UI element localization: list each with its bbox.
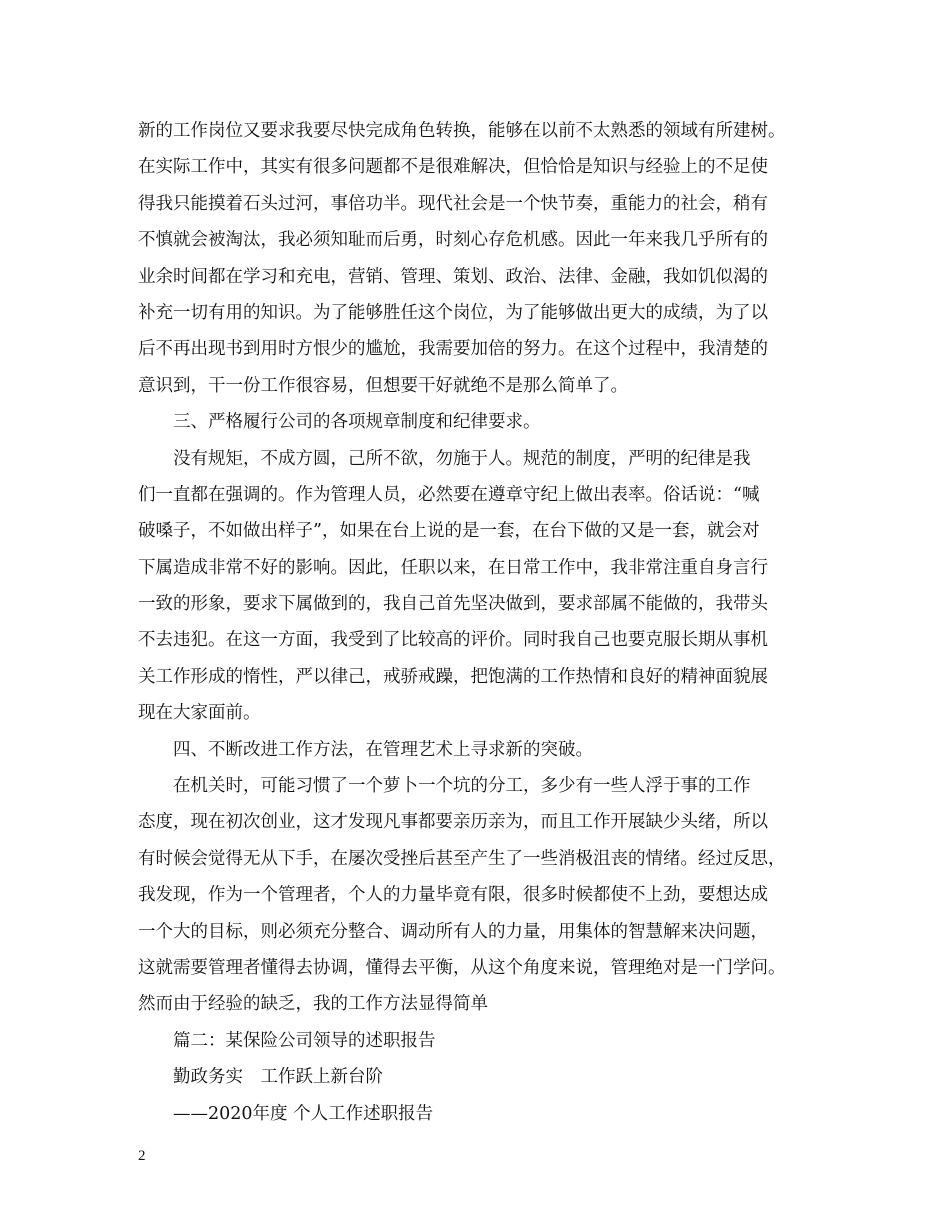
text-line: 不去违犯。在这一方面，我受到了比较高的评价。同时我自己也要克服长期从事机: [138, 630, 768, 651]
text-line: 有时候会觉得无从下手，在屡次受挫后甚至产生了一些消极沮丧的情绪。经过反思，: [138, 848, 786, 869]
text-line: 四、不断改进工作方法，在管理艺术上寻求新的突破。: [173, 739, 593, 760]
text-line: 们一直都在强调的。作为管理人员，必然要在遵章守纪上做出表率。俗话说：“喊: [138, 484, 760, 505]
text-line: 我发现，作为一个管理者，个人的力量毕竟有限，很多时候都使不上劲，要想达成: [138, 885, 768, 906]
text-line: 关工作形成的惰性，严以律己，戒骄戒躁，把饱满的工作热情和良好的精神面貌展: [138, 666, 768, 687]
text-line: 下属造成非常不好的影响。因此，任职以来，在日常工作中，我非常注重自身言行: [138, 557, 768, 578]
text-line: 新的工作岗位又要求我要尽快完成角色转换，能够在以前不太熟悉的领域有所建树。: [138, 121, 786, 141]
text-line: 三、严格履行公司的各项规章制度和纪律要求。: [173, 412, 541, 433]
text-line: 得我只能摸着石头过河，事倍功半。现代社会是一个快节奏，重能力的社会，稍有: [138, 193, 768, 214]
text-line: 篇二：某保险公司领导的述职报告: [173, 1030, 436, 1051]
text-line: 这就需要管理者懂得去协调，懂得去平衡，从这个角度来说，管理绝对是一门学问。: [138, 957, 786, 978]
text-line: 一个大的目标，则必须充分整合、调动所有人的力量，用集体的智慧解来决问题，: [138, 921, 768, 942]
document-body: [138, 113, 828, 1132]
text-line: 勤政务实 工作跃上新台阶: [173, 1067, 383, 1088]
text-line: 没有规矩，不成方圆，己所不欲，勿施于人。规范的制度，严明的纪律是我: [173, 448, 751, 469]
text-line: 后不再出现书到用时方恨少的尴尬，我需要加倍的努力。在这个过程中，我清楚的: [138, 339, 768, 360]
text-line: 一致的形象，要求下属做到的，我自己首先坚决做到，要求部属不能做的，我带头: [138, 594, 768, 615]
text-line: 现在大家面前。: [138, 703, 261, 724]
text-line: 业余时间都在学习和充电，营销、管理、策划、政治、法律、金融，我如饥似渴的: [138, 266, 768, 287]
text-line: 在实际工作中，其实有很多问题都不是很难解决，但恰恰是知识与经验上的不足使: [138, 157, 768, 178]
text-line: 补充一切有用的知识。为了能够胜任这个岗位，为了能够做出更大的成绩，为了以: [138, 302, 768, 323]
text-line: 在机关时，可能习惯了一个萝卜一个坑的分工，多少有一些人浮于事的工作: [173, 776, 751, 797]
text-line: 破嗓子，不如做出样子”，如果在台上说的是一套，在台下做的又是一套，就会对: [138, 521, 760, 542]
text-line: 然而由于经验的缺乏，我的工作方法显得简单: [138, 994, 488, 1015]
text-line: 不慎就会被淘汰，我必须知耻而后勇，时刻心存危机感。因此一年来我几乎所有的: [138, 230, 768, 251]
text-line: 态度，现在初次创业，这才发现凡事都要亲历亲为，而且工作开展缺少头绪，所以: [138, 812, 768, 833]
page-number: 2: [138, 1148, 146, 1164]
text-line: ——2020年度 个人工作述职报告: [173, 1103, 434, 1124]
text-line: 意识到，干一份工作很容易，但想要干好就绝不是那么简单了。: [138, 375, 628, 396]
